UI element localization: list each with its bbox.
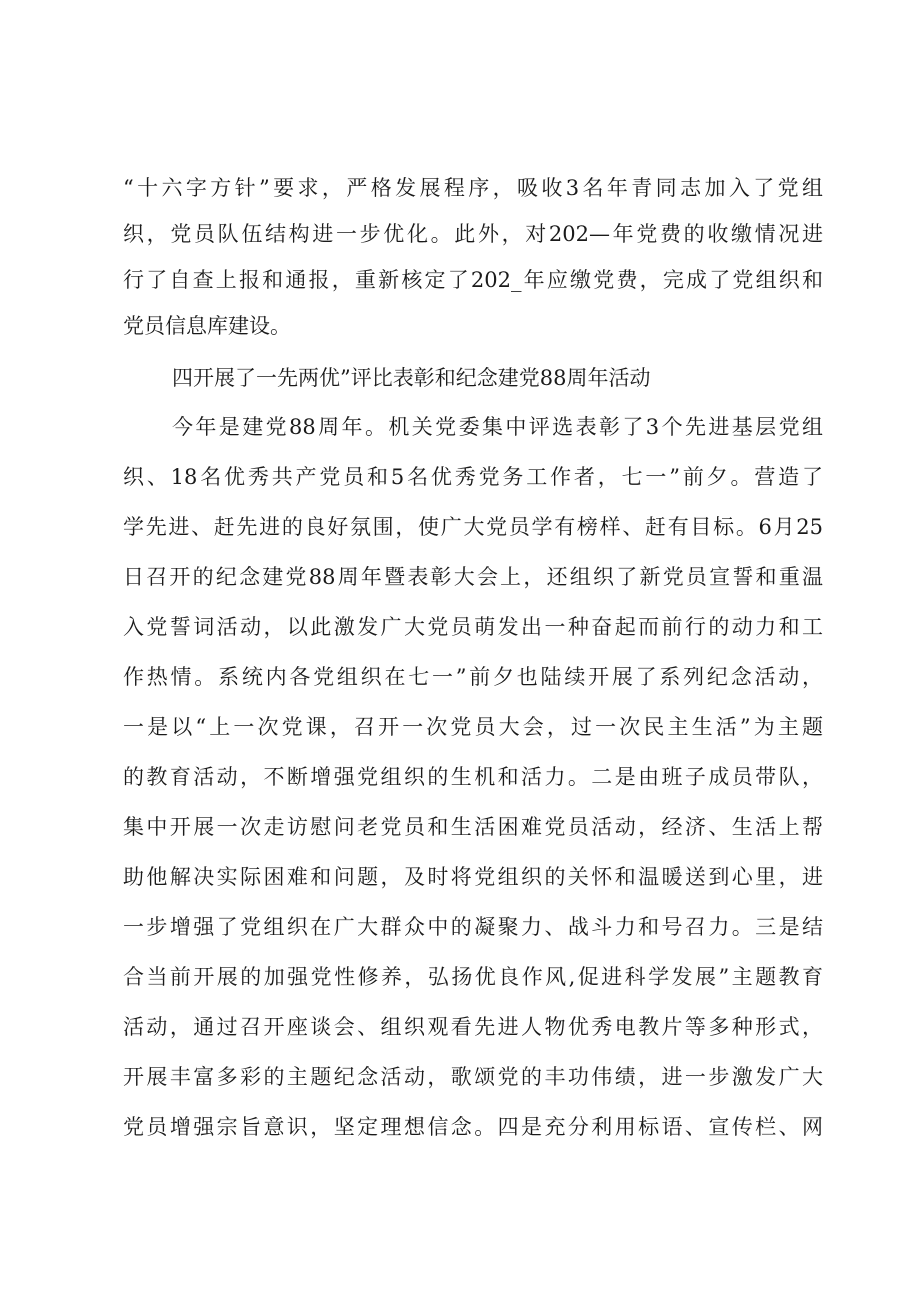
paragraph-2-line-3: 学先进、赶先进的良好氛围，使广大党员学有榜样、赶有目标。6月25: [123, 515, 823, 539]
paragraph-2-line-14: 开展丰富多彩的主题纪念活动，歌颂党的丰功伟绩，进一步激发广大: [123, 1065, 823, 1089]
paragraph-2-line-7: 一是以“上一次党课，召开一次党员大会，过一次民主生活”为主题: [123, 715, 823, 739]
paragraph-2-line-9: 集中开展一次走访慰问老党员和生活困难党员活动，经济、生活上帮: [123, 815, 823, 839]
paragraph-2-line-4: 日召开的纪念建党88周年暨表彰大会上，还组织了新党员宣誓和重温: [123, 565, 823, 589]
paragraph-2-line-1: 今年是建党88周年。机关党委集中评选表彰了3个先进基层党组: [172, 415, 823, 439]
paragraph-2-line-6: 作热情。系统内各党组织在七一”前夕也陆续开展了系列纪念活动，: [123, 665, 823, 689]
paragraph-2-line-5: 入党誓词活动，以此激发广大党员萌发出一种奋起而前行的动力和工: [123, 615, 823, 639]
paragraph-1-line-4: 党员信息库建设。: [123, 314, 291, 338]
paragraph-2-line-10: 助他解决实际困难和问题，及时将党组织的关怀和温暖送到心里，进: [123, 865, 823, 889]
paragraph-1-line-3: 行了自查上报和通报，重新核定了202_年应缴党费，完成了党组织和: [123, 268, 823, 292]
paragraph-2-line-2: 织、18名优秀共产党员和5名优秀党务工作者，七一”前夕。营造了: [123, 465, 823, 489]
paragraph-2-line-11: 一步增强了党组织在广大群众中的凝聚力、战斗力和号召力。三是结: [123, 915, 823, 939]
paragraph-2-line-8: 的教育活动，不断增强党组织的生机和活力。二是由班子成员带队，: [123, 765, 823, 789]
paragraph-2-line-12: 合当前开展的加强党性修养，弘扬优良作风,促进科学发展”主题教育: [123, 965, 823, 989]
paragraph-1-line-2: 织，党员队伍结构进一步优化。此外，对202—年党费的收缴情况进: [123, 222, 823, 246]
paragraph-2-line-13: 活动，通过召开座谈会、组织观看先进人物优秀电教片等多种形式，: [123, 1015, 823, 1039]
section-heading: 四开展了一先两优”评比表彰和纪念建党88周年活动: [172, 366, 651, 390]
paragraph-2-line-15: 党员增强宗旨意识，坚定理想信念。四是充分利用标语、宣传栏、网: [123, 1115, 823, 1139]
paragraph-1-line-1: “十六字方针”要求，严格发展程序，吸收3名年青同志加入了党组: [123, 176, 823, 200]
